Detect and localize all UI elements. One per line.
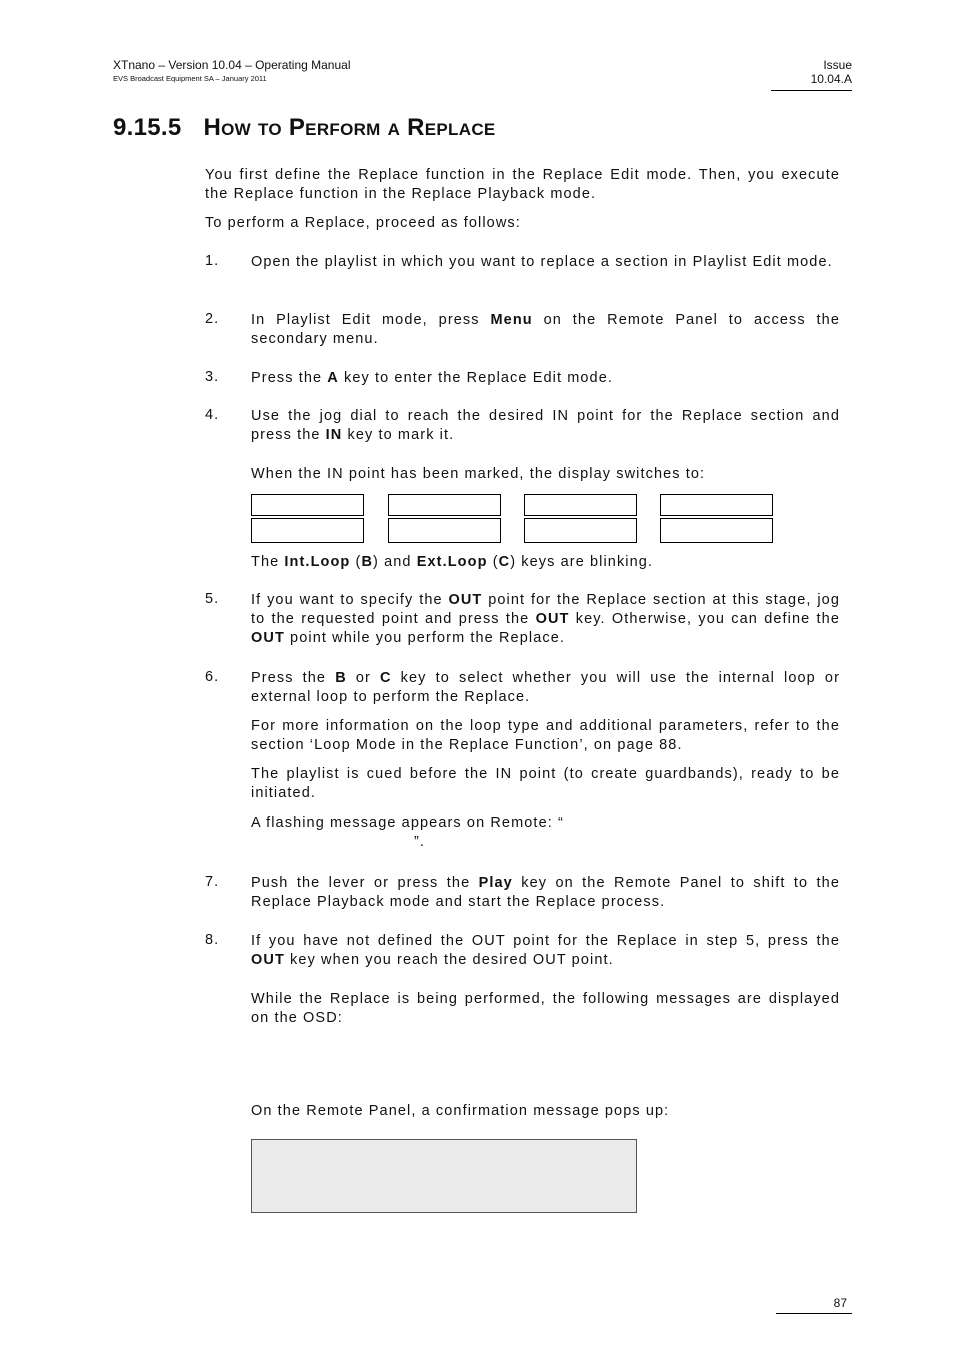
step-6-number: 6. [205, 669, 220, 685]
issue-value: 10.04.A [810, 72, 852, 86]
step-8-text: If you have not defined the OUT point for the Replace in step 5, press the OUT key when you reach the desired OUT point. [251, 933, 840, 968]
section-heading [113, 114, 496, 142]
menu-key: Menu [490, 312, 533, 328]
page-header [113, 58, 351, 83]
step-1-text: Open the playlist in which you want to replace a section in Playlist Edit mode. [251, 254, 833, 270]
intro-paragraph: You first define the Replace function in the Replace Edit mode. Then, you execute the Replace function in the Replace Playback mode. [205, 167, 840, 202]
step-6-reference: For more information on the loop type and additional parameters, refer to the section ‘Loop Mode in the Replace Function’, on page 88. [251, 718, 840, 753]
step-6-flash-message-end: ”. [414, 834, 426, 850]
intro-lead: To perform a Replace, proceed as follows: [205, 215, 521, 231]
blinking-keys-note: The Int.Loop (B) and Ext.Loop (C) keys are blinking. [251, 554, 654, 570]
step-7-text: Push the lever or press the Play key on the Remote Panel to shift to the Replace Playback mode and start the Replace process. [251, 875, 840, 910]
page-number: 87 [833, 1296, 847, 1310]
step-2-text: In Playlist Edit mode, press Menu on the Remote Panel to access the secondary menu. [251, 312, 841, 347]
step-5-number: 5. [205, 591, 220, 607]
step-6-text: Press the B or C key to select whether you will use the internal loop or external loop to perform the Replace. [251, 670, 840, 705]
display-key-1 [251, 494, 364, 542]
header-rule [771, 90, 852, 91]
step-5-text: If you want to specify the OUT point for the Replace section at this stage, jog to the requested point and press the OUT key. Otherwise, you can define the OUT point while you perform the Replace. [251, 592, 840, 646]
display-key-4 [660, 494, 773, 542]
display-key-2 [388, 494, 501, 542]
step-7-number: 7. [205, 874, 220, 890]
step-3-number: 3. [205, 369, 220, 385]
step-1-number: 1. [205, 253, 220, 269]
manual-title: XTnano – Version 10.04 – Operating Manual [113, 58, 351, 72]
step-8-confirm-note: On the Remote Panel, a confirmation message pops up: [251, 1103, 670, 1119]
in-key: IN [325, 427, 343, 443]
step-4-text: Use the jog dial to reach the desired IN point for the Replace section and press the IN key to mark it. [251, 408, 840, 443]
step-4-note: When the IN point has been marked, the display switches to: [251, 466, 706, 482]
section-number: 9.15.5 [113, 114, 182, 141]
step-8-osd-note: While the Replace is being performed, the following messages are displayed on the OSD: [251, 991, 840, 1026]
step-4-number: 4. [205, 407, 220, 423]
confirmation-box [251, 1139, 637, 1213]
footer-rule [776, 1313, 852, 1314]
step-6-flash-message: A flashing message appears on Remote: “ [251, 815, 564, 831]
display-key-3 [524, 494, 637, 542]
publisher-line: EVS Broadcast Equipment SA – January 2011 [113, 74, 267, 83]
step-3-text: Press the A key to enter the Replace Edit mode. [251, 370, 614, 386]
play-key: Play [478, 875, 513, 891]
issue-block [762, 58, 852, 86]
issue-label: Issue [823, 58, 852, 72]
step-8-number: 8. [205, 932, 220, 948]
out-key: OUT [251, 952, 285, 968]
step-6-cue-note: The playlist is cued before the IN point (to create guardbands), ready to be initiated. [251, 766, 840, 801]
a-key: A [327, 370, 339, 386]
step-2-number: 2. [205, 311, 220, 327]
section-title: How to Perform a Replace [203, 114, 496, 141]
